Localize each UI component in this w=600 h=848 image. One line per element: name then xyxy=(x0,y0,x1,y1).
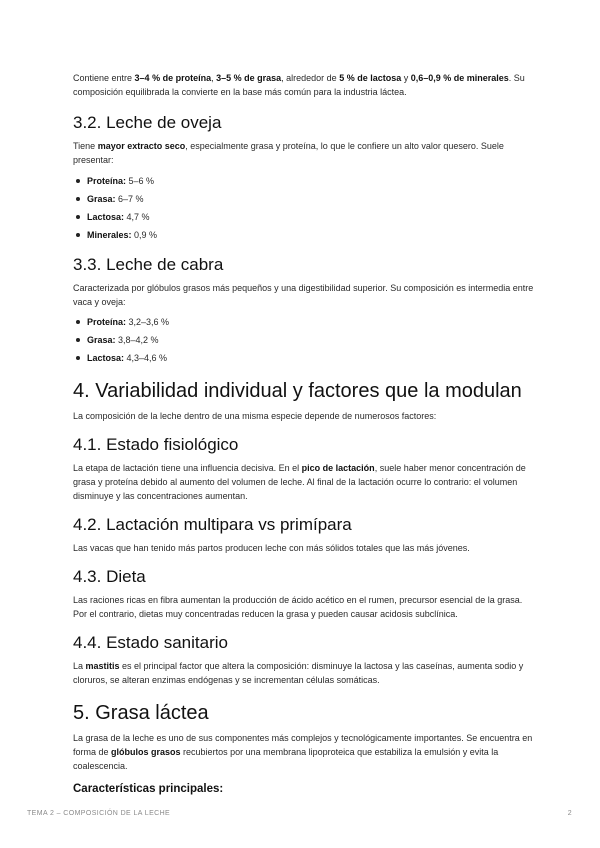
section-4-4-heading: 4.4. Estado sanitario xyxy=(73,633,228,652)
section-4-4-paragraph: La mastitis es el principal factor que altera la composición: disminuye la lactosa y las caseínas, aumenta sodio y cloruros, se alteran enzimas endógenas y se incrementan células somáticas. xyxy=(73,661,524,685)
section-4-2-heading: 4.2. Lactación multipara vs primípara xyxy=(73,515,352,534)
section-5-paragraph: La grasa de la leche es uno de sus componentes más complejos y tecnológicamente importantes. Se encuentra en forma de glóbulos grasos recubiertos por una membrana lipoproteica que estabiliza la emulsión y evita la coalescencia. xyxy=(73,733,533,771)
section-4-3-heading: 4.3. Dieta xyxy=(73,567,146,586)
list-item: Lactosa: 4,7 % xyxy=(73,208,535,226)
section-5-subheading: Características principales: xyxy=(73,783,224,795)
list-item: Minerales: 0,9 % xyxy=(73,226,535,244)
list-item: Grasa: 6–7 % xyxy=(73,190,535,208)
section-4-1-heading: 4.1. Estado fisiológico xyxy=(73,435,239,454)
list-item: Proteína: 5–6 % xyxy=(73,172,535,190)
intro-paragraph: Contiene entre 3–4 % de proteína, 3–5 % de grasa, alrededor de 5 % de lactosa y 0,6–0,9 % de minerales. Su composición equilibrada la convierte en la base más común para la industria láctea. xyxy=(73,73,525,97)
page-content xyxy=(73,71,535,797)
section-3-2-heading: 3.2. Leche de oveja xyxy=(73,113,222,132)
list-item: Lactosa: 4,3–4,6 % xyxy=(73,349,535,367)
goat-milk-list xyxy=(73,313,535,367)
section-4-3-paragraph: Las raciones ricas en fibra aumentan la producción de ácido acético en el rumen, precursor esencial de la grasa. Por el contrario, dietas muy concentradas reducen la grasa y pueden causar acidosis subclínica. xyxy=(73,595,523,619)
section-3-2-paragraph: Tiene mayor extracto seco, especialmente grasa y proteína, lo que le confiere un alto valor quesero. Suele presentar: xyxy=(73,141,504,165)
section-4-1-paragraph: La etapa de lactación tiene una influencia decisiva. En el pico de lactación, suele haber menor concentración de grasa y proteína debido al aumento del volumen de leche. Al final de la lactación ocurre lo contrario: el volumen disminuye y las concentraciones aumentan. xyxy=(73,463,526,501)
section-4-paragraph: La composición de la leche dentro de una misma especie depende de numerosos factores: xyxy=(73,411,437,421)
section-3-3-heading: 3.3. Leche de cabra xyxy=(73,255,224,274)
section-3-3-paragraph: Caracterizada por glóbulos grasos más pequeños y una digestibilidad superior. Su composición es intermedia entre vaca y oveja: xyxy=(73,283,534,307)
section-5-heading: 5. Grasa láctea xyxy=(73,702,209,724)
sheep-milk-list xyxy=(73,172,535,244)
section-4-heading: 4. Variabilidad individual y factores que la modulan xyxy=(73,380,522,402)
page-number: 2 xyxy=(567,810,572,817)
list-item: Proteína: 3,2–3,6 % xyxy=(73,313,535,331)
footer-title: TEMA 2 – COMPOSICIÓN DE LA LECHE xyxy=(27,810,171,817)
list-item: Grasa: 3,8–4,2 % xyxy=(73,331,535,349)
section-4-2-paragraph: Las vacas que han tenido más partos producen leche con más sólidos totales que las más jóvenes. xyxy=(73,543,470,553)
